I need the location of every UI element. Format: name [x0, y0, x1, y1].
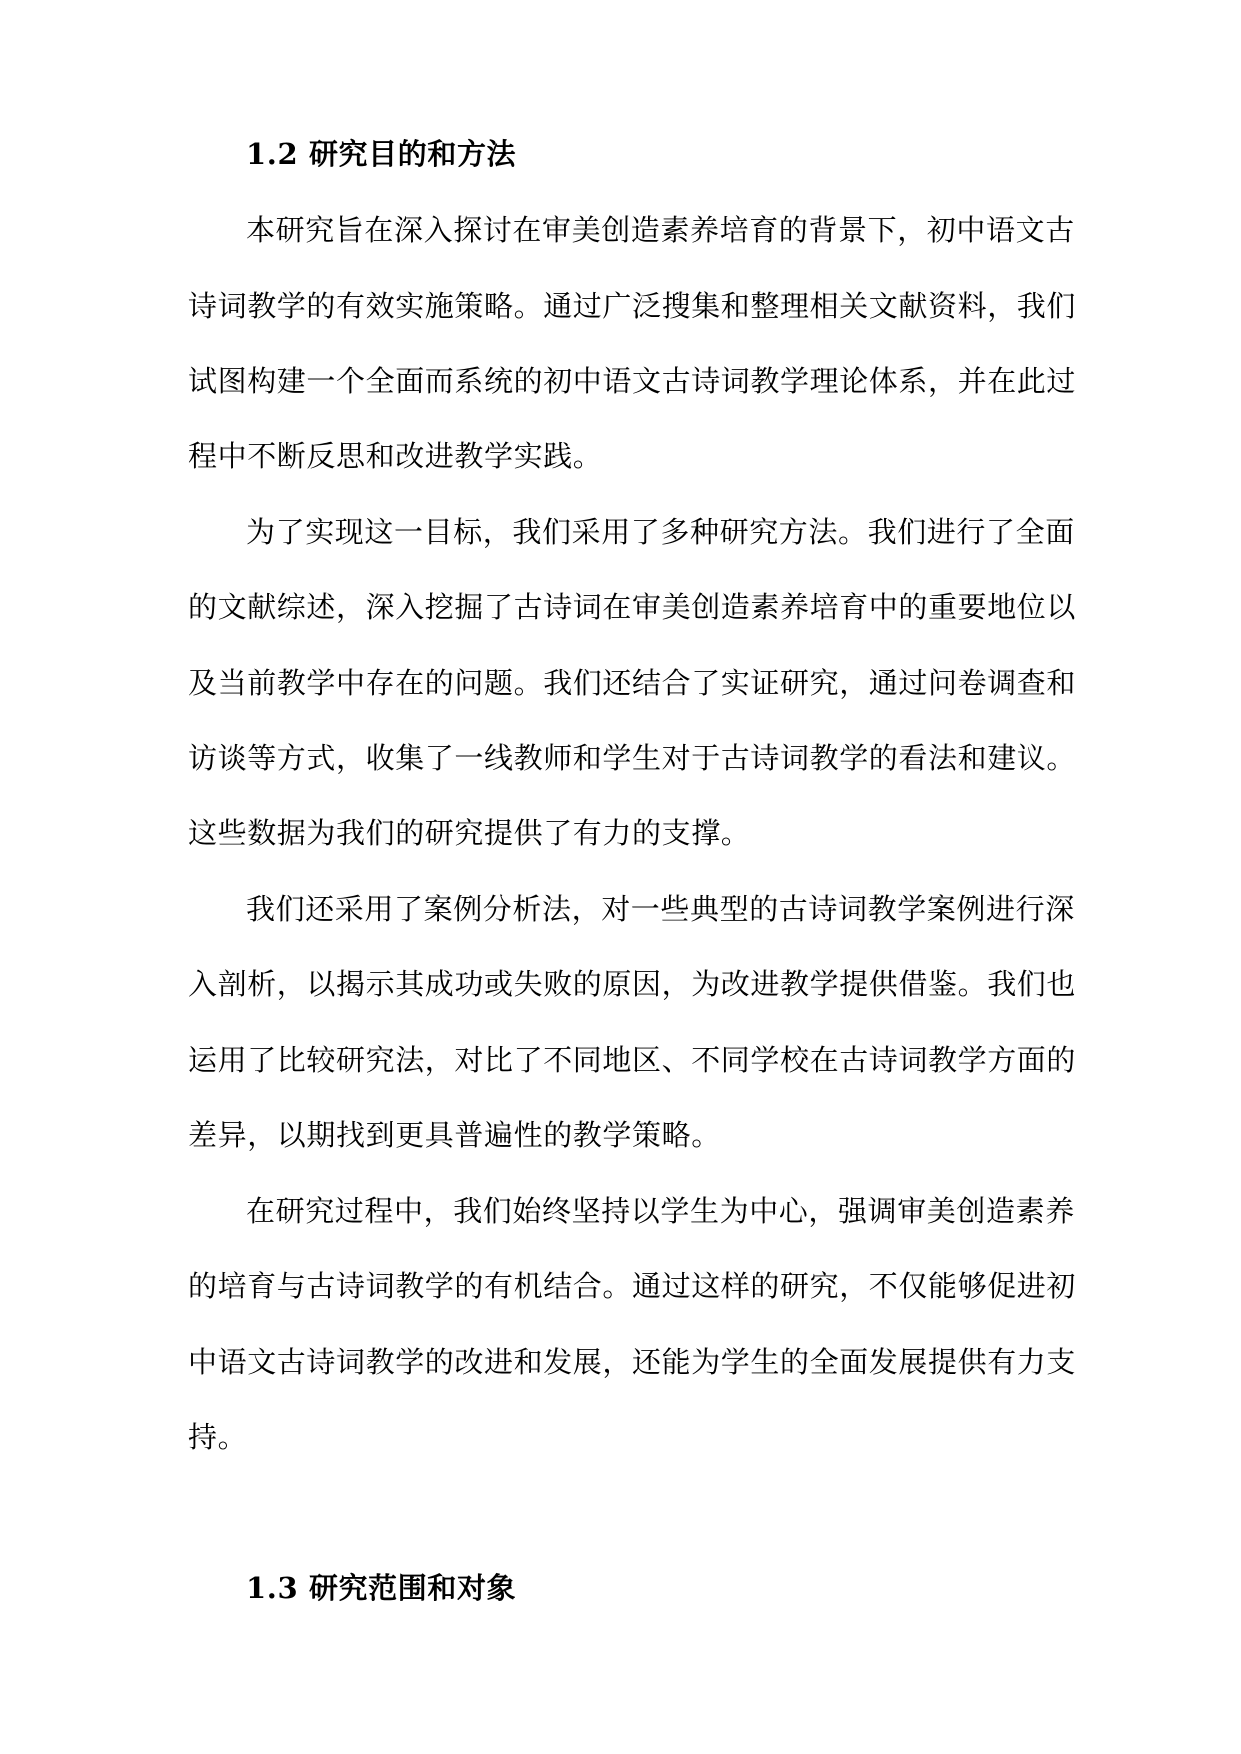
paragraph-3-line-3: 运用了比较研究法，对比了不同地区、不同学校在古诗词教学方面的 [188, 1043, 1077, 1077]
paragraph-1-line-2: 诗词教学的有效实施策略。通过广泛搜集和整理相关文献资料，我们 [188, 289, 1077, 323]
paragraph-4-line-3: 中语文古诗词教学的改进和发展，还能为学生的全面发展提供有力支 [188, 1345, 1077, 1379]
paragraph-2-line-4: 访谈等方式，收集了一线教师和学生对于古诗词教学的看法和建议。 [188, 741, 1077, 775]
paragraph-2-line-5: 这些数据为我们的研究提供了有力的支撑。 [188, 816, 751, 850]
paragraph-3-line-2: 入剖析，以揭示其成功或失败的原因，为改进教学提供借鉴。我们也 [188, 967, 1077, 1001]
paragraph-3-line-1: 我们还采用了案例分析法，对一些典型的古诗词教学案例进行深 [246, 892, 1075, 926]
section-heading-1-3: 1.3 研究范围和对象 [246, 1571, 517, 1605]
paragraph-1-line-1: 本研究旨在深入探讨在审美创造素养培育的背景下，初中语文古 [246, 213, 1075, 247]
paragraph-3-line-4: 差异，以期找到更具普遍性的教学策略。 [188, 1118, 721, 1152]
section-heading-1-2: 1.2 研究目的和方法 [246, 137, 517, 171]
paragraph-4-line-4: 持。 [188, 1420, 248, 1454]
paragraph-2-line-2: 的文献综述，深入挖掘了古诗词在审美创造素养培育中的重要地位以 [188, 590, 1077, 624]
paragraph-4-line-1: 在研究过程中，我们始终坚持以学生为中心，强调审美创造素养 [246, 1194, 1075, 1228]
paragraph-2-line-1: 为了实现这一目标，我们采用了多种研究方法。我们进行了全面 [246, 515, 1075, 549]
paragraph-2-line-3: 及当前教学中存在的问题。我们还结合了实证研究，通过问卷调查和 [188, 666, 1077, 700]
paragraph-1-line-3: 试图构建一个全面而系统的初中语文古诗词教学理论体系，并在此过 [188, 364, 1077, 398]
paragraph-1-line-4: 程中不断反思和改进教学实践。 [188, 439, 603, 473]
paragraph-4-line-2: 的培育与古诗词教学的有机结合。通过这样的研究，不仅能够促进初 [188, 1269, 1077, 1303]
